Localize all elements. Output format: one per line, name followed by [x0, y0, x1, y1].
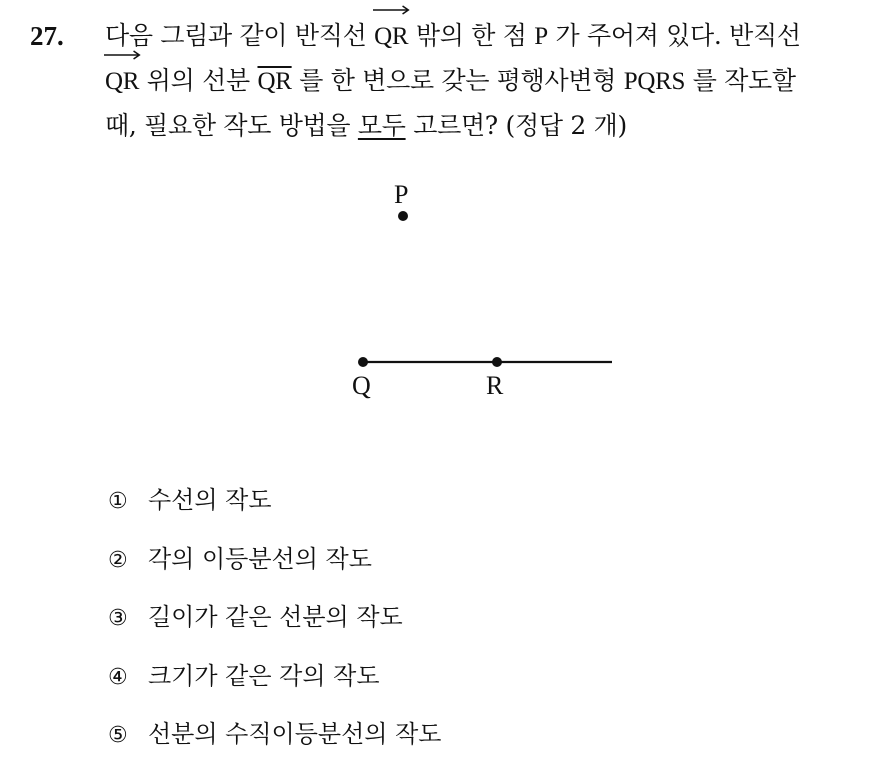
question-block	[30, 14, 870, 148]
ray-qr-label-2	[105, 60, 139, 104]
question-text-part: 위의 선분	[139, 66, 258, 95]
point-r-label: R	[486, 371, 504, 400]
choice-text: 선분의 수직이등분선의 작도	[148, 720, 442, 748]
choice-3[interactable]	[108, 595, 441, 654]
ray-arrow-icon	[373, 5, 411, 15]
choice-5[interactable]	[108, 712, 441, 771]
emphasis-text: 모두	[357, 111, 406, 140]
segment-qr-label: $\overline{QR}$	[257, 68, 292, 95]
choice-number: ①	[108, 489, 128, 514]
question-text-part: 다음 그림과 같이 반직선	[105, 21, 375, 50]
question-text-part: 때, 필요한 작도 방법을	[105, 111, 358, 140]
point-q-dot	[358, 357, 368, 367]
question-text	[105, 14, 870, 148]
choice-number: ②	[108, 547, 128, 573]
choice-text: 수선의 작도	[148, 486, 272, 514]
choice-1[interactable]	[108, 478, 441, 537]
question-text-part: 를 작도할	[685, 66, 796, 95]
ray-qr-label	[374, 15, 408, 59]
choice-text: 각의 이등분선의 작도	[148, 544, 372, 573]
question-text-part: 가 주어져 있다. 반직선	[547, 21, 801, 50]
choice-number: ④	[108, 664, 128, 690]
choice-text: 크기가 같은 각의 작도	[148, 661, 380, 690]
answer-choices	[108, 478, 441, 771]
question-text-part: 고르면? (정답 2 개)	[405, 111, 627, 140]
point-r-dot	[492, 357, 502, 367]
choice-number: ⑤	[108, 723, 128, 748]
choice-4[interactable]	[108, 654, 441, 713]
choice-number: ③	[108, 606, 128, 631]
shape-name: PQRS	[623, 68, 686, 95]
point-p-label: P	[394, 180, 409, 209]
point-p-ref: P	[534, 23, 548, 50]
question-text-part: 를 한 변으로 갖는 평행사변형	[291, 66, 624, 95]
point-q-label: Q	[352, 371, 371, 400]
ray-arrow-icon	[104, 50, 142, 60]
choice-2[interactable]	[108, 537, 441, 596]
point-p-dot	[398, 211, 408, 221]
ray-qr-text: QR	[105, 68, 140, 95]
choice-text: 길이가 같은 선분의 작도	[148, 603, 403, 631]
question-text-part: 밖의 한 점	[408, 21, 535, 50]
question-number: 27.	[30, 21, 64, 51]
ray-qr-text: QR	[374, 23, 409, 50]
